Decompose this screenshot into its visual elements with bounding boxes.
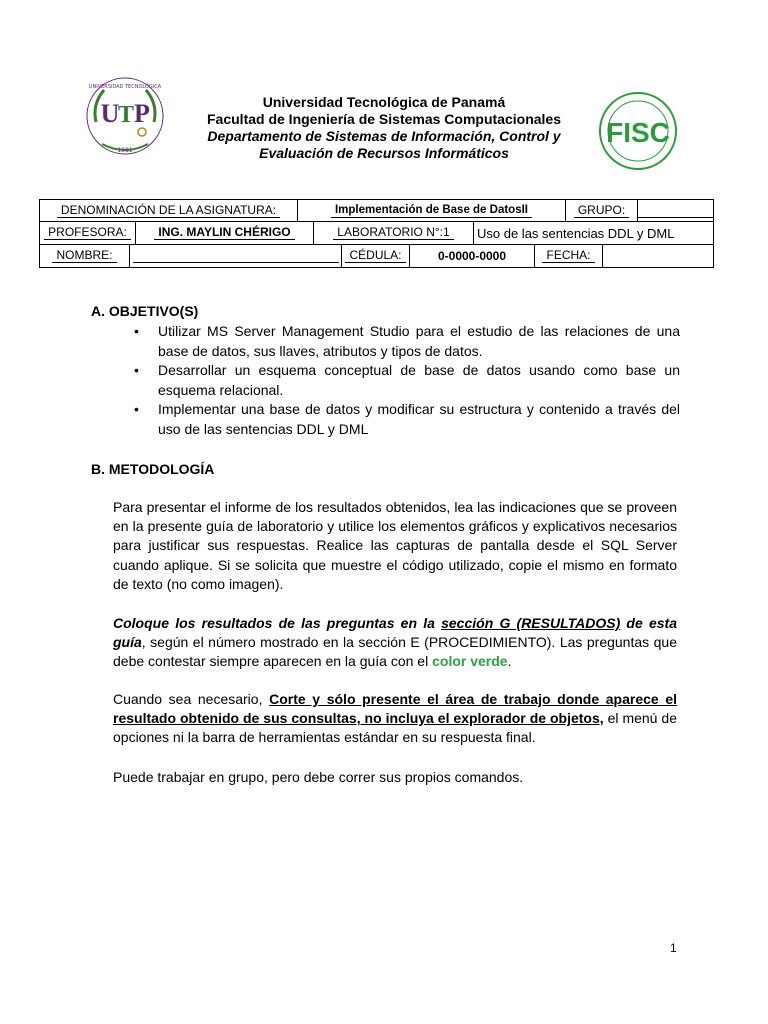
group-label: GRUPO:: [574, 204, 629, 218]
teacher-value-cell: [136, 222, 314, 244]
methodology-paragraph-3: [113, 690, 677, 748]
id-value-cell: [410, 245, 535, 267]
methodology-paragraph-4: Puede trabajar en grupo, pero debe correr sus propios comandos.: [113, 769, 524, 785]
subject-value: Implementación de Base de DatosII: [331, 204, 532, 218]
list-item: • Utilizar MS Server Management Studio para el estudio de las relaciones de una base de datos, sus llaves, atributos y tipos de datos.: [134, 322, 680, 361]
lab-title-cell: [474, 222, 713, 244]
svg-text:FISC: FISC: [606, 117, 670, 148]
subject-value-cell: [298, 200, 566, 221]
results-section-reference: sección G (RESULTADOS): [441, 615, 621, 631]
department-name: Departamento de Sistemas de Información, Control y: [207, 128, 561, 144]
teacher-label: PROFESORA:: [44, 226, 131, 240]
methodology-paragraph-2: [113, 614, 677, 672]
para2-bold-b: de esta guía: [113, 615, 677, 651]
para2-rest: , según el número mostrado en la sección E (PROCEDIMIENTO). Las preguntas que debe contestar siempre aparecen en la guía con el: [113, 634, 677, 670]
id-value: 0-0000-0000: [437, 249, 507, 263]
utp-seal-logo-icon: [84, 74, 166, 160]
table-row: [40, 245, 713, 267]
id-label: CÉDULA:: [345, 249, 405, 263]
teacher-label-cell: [40, 222, 136, 244]
group-label-cell: [566, 200, 638, 221]
teacher-value: ING. MAYLIN CHÉRIGO: [154, 226, 294, 240]
para3-start: Cuando sea necesario,: [113, 691, 270, 707]
name-label: NOMBRE:: [52, 249, 116, 263]
svg-text:UNIVERSIDAD TECNOLÓGICA: UNIVERSIDAD TECNOLÓGICA: [88, 84, 162, 90]
para2-bold-a: Coloque los resultados de las preguntas en la: [113, 615, 442, 631]
name-value-cell: [130, 245, 342, 267]
lab-label-cell: [314, 222, 474, 244]
section-b-heading: B. METODOLOGÍA: [91, 461, 215, 477]
green-color-note: color verde: [432, 653, 508, 670]
date-label: FECHA:: [542, 249, 594, 263]
subject-label-cell: [40, 200, 298, 221]
group-value: [638, 204, 713, 218]
document-header: [160, 94, 608, 162]
id-label-cell: [342, 245, 410, 267]
objectives-list: [134, 322, 680, 439]
para3-rest: el menú de opciones ni la barra de herramientas estándar en su respuesta final.: [113, 710, 677, 746]
university-name: Universidad Tecnológica de Panamá: [262, 94, 506, 110]
fisc-seal-logo-icon: [597, 90, 679, 172]
table-row: [40, 200, 713, 222]
lab-label: LABORATORIO N°:1: [333, 226, 453, 240]
subject-label: DENOMINACIÓN DE LA ASIGNATURA:: [57, 204, 280, 218]
svg-text:1981: 1981: [117, 147, 133, 154]
svg-text:P: P: [134, 99, 150, 128]
name-value: [133, 249, 339, 263]
date-value-cell: [603, 245, 713, 267]
svg-text:U: U: [100, 99, 120, 128]
page-number: 1: [670, 941, 677, 955]
list-item: • Implementar una base de datos y modificar su estructura y contenido a través del uso de las sentencias DDL y DML: [134, 400, 680, 439]
faculty-name: Facultad de Ingeniería de Sistemas Computacionales: [207, 111, 561, 127]
date-label-cell: [535, 245, 603, 267]
table-row: [40, 222, 713, 245]
para3-bold-instruction: Corte y sólo presente el área de trabajo donde aparece el resultado obtenido de sus consultas, no incluya el explorador de objetos,: [113, 691, 677, 727]
list-item: • Desarrollar un esquema conceptual de base de datos usando como base un esquema relacional.: [134, 361, 680, 400]
name-label-cell: [40, 245, 130, 267]
methodology-paragraph-1: Para presentar el informe de los resultados obtenidos, lea las indicaciones que se proveen en la presente guía de laboratorio y utilice los elementos gráficos y explicativos necesarios para justificar sus respuestas. Realice las capturas de pantalla desde el SQL Server cuando aplique. Si se solicita que muestre el código utilizado, copie el mismo en formato de texto (no como imagen).: [113, 499, 677, 592]
course-info-table: [39, 199, 714, 268]
svg-text:T: T: [117, 102, 135, 128]
group-value-cell: [638, 200, 713, 221]
lab-title: Uso de las sentencias DDL y DML: [477, 225, 675, 241]
section-a-heading: A. OBJETIVO(S): [91, 303, 199, 319]
para2-end: .: [507, 653, 512, 670]
department-name-continued: Evaluación de Recursos Informáticos: [259, 145, 509, 161]
